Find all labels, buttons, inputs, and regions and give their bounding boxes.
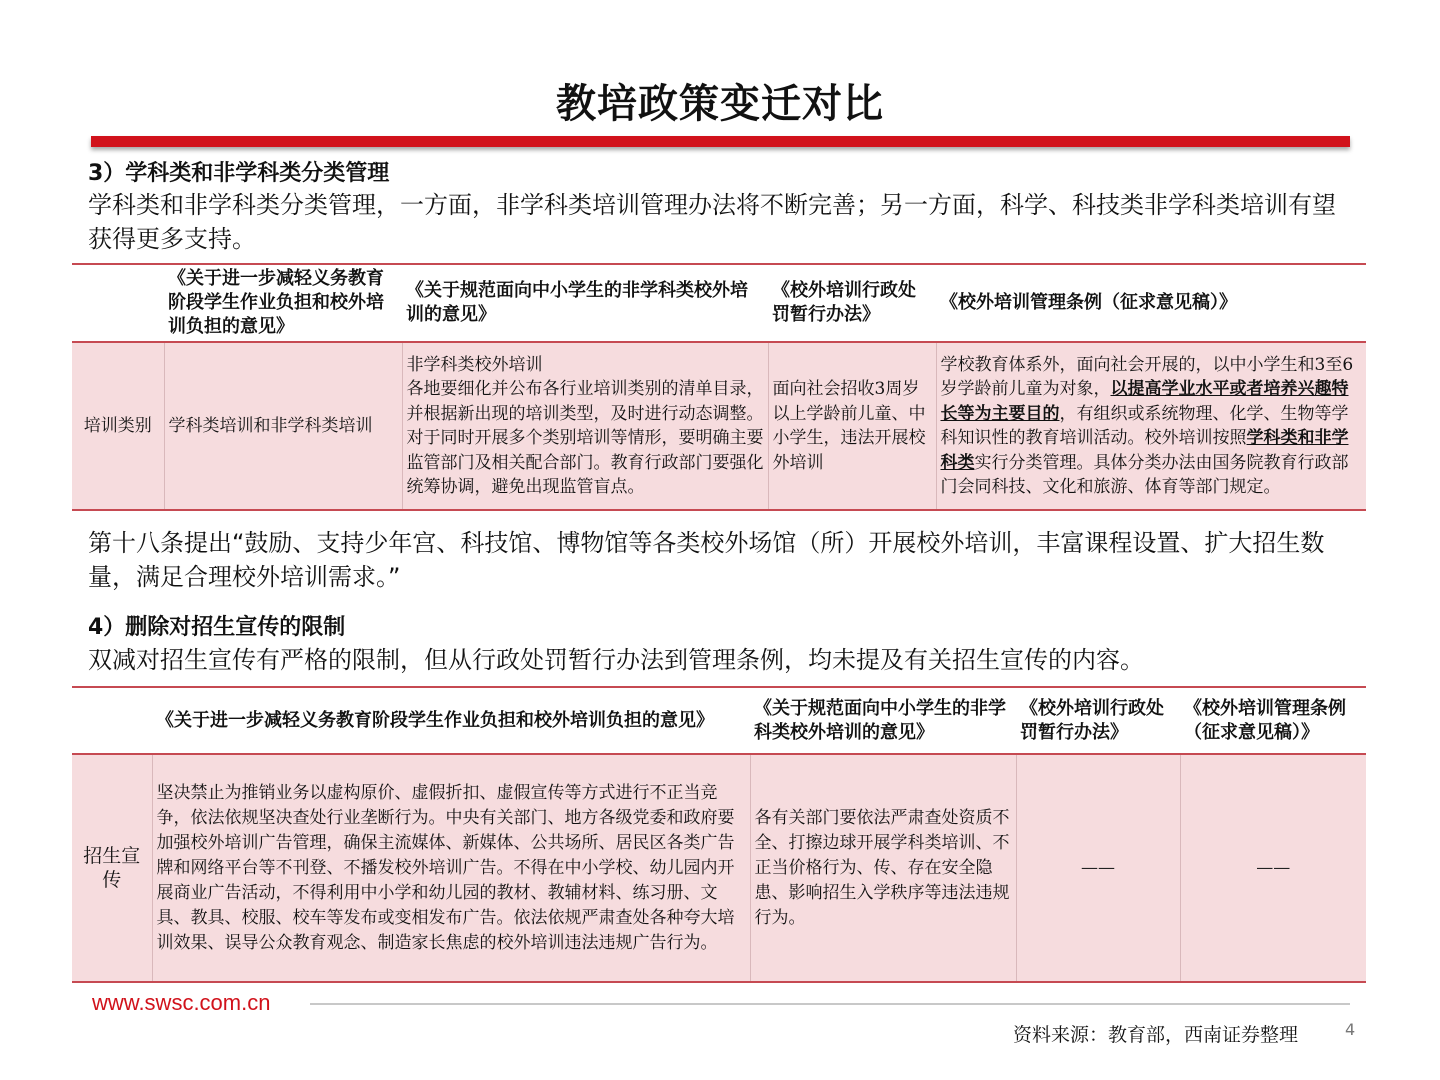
header-cell-management-regulation: 《校外培训管理条例（征求意见稿）》 [1180, 687, 1366, 754]
cell-regulation-category [936, 342, 1366, 510]
header-cell-non-subject-opinion: 《关于规范面向中小学生的非学科类校外培训的意见》 [750, 687, 1016, 754]
cell-penalty-promotion: —— [1016, 754, 1180, 982]
row-label-enrollment-promotion: 招生宣传 [72, 754, 152, 982]
underlined-text: 学科类和非学科类 [940, 428, 1349, 473]
cell-non-subject-promotion: 各有关部门要依法严肃查处资质不全、打擦边球开展学科类培训、不正当价格行为、传、存在安全隐患、影响招生入学秩序等违法违规行为。 [750, 754, 1016, 982]
table-row [72, 754, 1366, 982]
source-note: 资料来源：教育部，西南证券整理 [1013, 1024, 1299, 1046]
section-4-heading: 4）删除对招生宣传的限制 [88, 615, 346, 640]
page-title: 教培政策变迁对比 [556, 81, 884, 127]
cell-regulation-promotion: —— [1180, 754, 1366, 982]
header-cell-double-reduction: 《关于进一步减轻义务教育阶段学生作业负担和校外培训负担的意见》 [164, 264, 402, 342]
cell-double-reduction-category: 学科类培训和非学科类培训 [164, 342, 402, 510]
table-enrollment-promotion [72, 686, 1366, 983]
underlined-text: 以提高学业水平或者培养兴趣特长等为主要目的 [940, 379, 1349, 424]
text-segment: ，有组织或系统物理、化学、生物等学科知识性的教育培训活动。校外培训按照 [940, 403, 1349, 448]
section-3-paragraph: 学科类和非学科类分类管理，一方面，非学科类培训管理办法将不断完善；另一方面，科学、科技类非学科类培训有望获得更多支持。 [88, 191, 1336, 253]
cell-double-reduction-promotion: 坚决禁止为推销业务以虚构原价、虚假折扣、虚假宣传等方式进行不正当竞争，依法依规坚决查处行业垄断行为。中央有关部门、地方各级党委和政府要加强校外培训广告管理，确保主流媒体、新媒体、公共场所、居民区各类广告牌和网络平台等不刊登、不播发校外培训广告。不得在中小学校、幼儿园内开展商业广告活动，不得利用中小学和幼儿园的教材、教辅材料、练习册、文具、教具、校服、校车等发布或变相发布广告。依法依规严肃查处各种夸大培训效果、误导公众教育观念、制造家长焦虑的校外培训违法违规广告行为。 [152, 754, 750, 982]
header-cell-double-reduction: 《关于进一步减轻义务教育阶段学生作业负担和校外培训负担的意见》 [152, 687, 750, 754]
header-cell-empty [72, 687, 152, 754]
footer-url: www.swsc.com.cn [92, 990, 271, 1015]
table-header-row [72, 264, 1366, 342]
section-3-heading: 3）学科类和非学科类分类管理 [88, 161, 390, 186]
cell-penalty-category: 面向社会招收3周岁以上学龄前儿童、中小学生，违法开展校外培训 [768, 342, 936, 510]
header-cell-management-regulation: 《校外培训管理条例（征求意见稿）》 [936, 264, 1366, 342]
table-header-row [72, 687, 1366, 754]
text-segment: 实行分类管理。具体分类办法由国务院教育行政部门会同科技、文化和旅游、体育等部门规定。 [940, 452, 1349, 497]
header-cell-penalty-measures: 《校外培训行政处罚暂行办法》 [1016, 687, 1180, 754]
header-cell-non-subject-opinion: 《关于规范面向中小学生的非学科类校外培训的意见》 [402, 264, 768, 342]
cell-line: 非学科类校外培训 [406, 354, 543, 375]
row-label-training-category: 培训类别 [72, 342, 164, 510]
section-4-paragraph: 双减对招生宣传有严格的限制，但从行政处罚暂行办法到管理条例，均未提及有关招生宣传的内容。 [88, 646, 1144, 674]
header-cell-empty [72, 264, 164, 342]
article-18-paragraph: 第十八条提出“鼓励、支持少年宫、科技馆、博物馆等各类校外场馆（所）开展校外培训，丰富课程设置、扩大招生数量，满足合理校外培训需求。” [88, 529, 1325, 591]
table-row [72, 342, 1366, 510]
footer-divider [310, 1003, 1350, 1005]
header-cell-penalty-measures: 《校外培训行政处罚暂行办法》 [768, 264, 936, 342]
cell-text: 各地要细化并公布各行业培训类别的清单目录，并根据新出现的培训类型，及时进行动态调整。对于同时开展多个类别培训等情形，要明确主要监管部门及相关配合部门。教育行政部门要强化统筹协调，避免出现监管盲点。 [406, 379, 764, 497]
text-segment: 学校教育体系外，面向社会开展的，以中小学生和3至6岁学龄前儿童为对象， [940, 354, 1354, 399]
title-divider [91, 136, 1350, 147]
table-training-category [72, 263, 1366, 511]
cell-non-subject-category [402, 342, 768, 510]
page-number: 4 [1345, 1020, 1356, 1039]
